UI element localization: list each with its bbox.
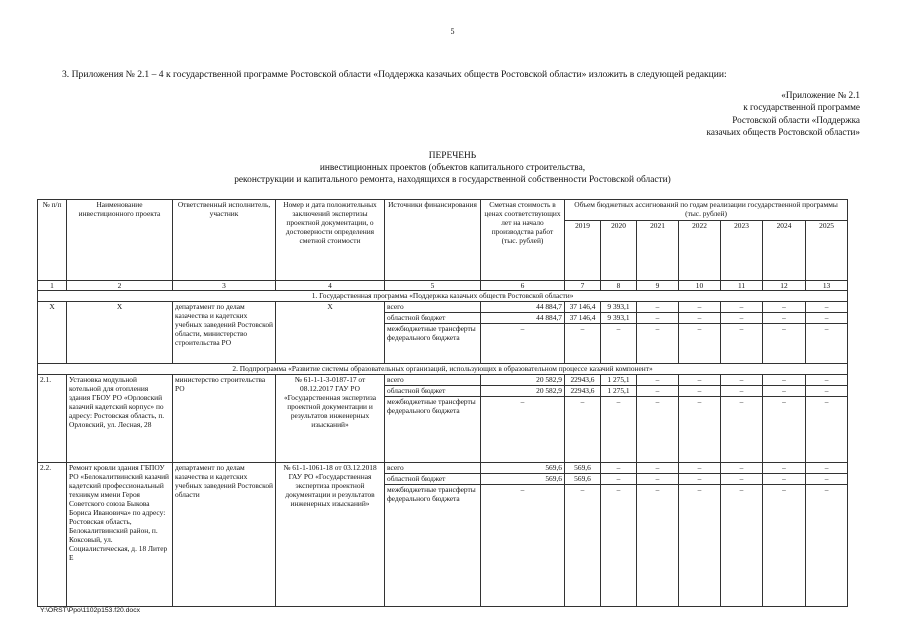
budget-2019: 37 146,4 [565,313,601,324]
budget-2023: – [721,485,763,607]
budget-2024: – [763,313,806,324]
budget-2022: – [679,485,721,607]
budget-2024: – [763,386,806,397]
estimated-cost: – [481,324,565,364]
investment-projects-table [37,199,848,607]
appendix-line-1: «Приложение № 2.1 [781,90,860,100]
header-year-2025: 2025 [806,221,848,281]
document-heading [0,151,905,186]
budget-2021: – [637,397,679,463]
header-executor: Ответственный исполнитель, участник [173,200,276,281]
budget-2025: – [806,474,848,485]
header-num: № п/п [38,200,67,281]
budget-2024: – [763,397,806,463]
appendix-line-2: к государственной программе [743,102,860,113]
budget-2019: 569,6 [565,463,601,474]
heading-line-3: реконструкции и капитального ремонта, находящихся в государственной собственности Ростовской области) [234,174,671,185]
budget-2025: – [806,386,848,397]
table-row [38,375,848,386]
funding-source: межбюджетные трансферты федерального бюджета [385,485,481,607]
project-executor: департамент по делам казачества и кадетских учебных заведений Ростовской области, министерство строительства РО [173,302,276,364]
table-row [38,302,848,313]
budget-2023: – [721,302,763,313]
budget-2024: – [763,375,806,386]
budget-2021: – [637,302,679,313]
budget-2020: 9 393,1 [601,302,637,313]
budget-2019: 22943,6 [565,375,601,386]
budget-2020: 9 393,1 [601,313,637,324]
budget-2021: – [637,474,679,485]
header-expertise: Номер и дата положительных заключений экспертизы проектной документации, о достоверности определения сметной стоимости [276,200,385,281]
budget-2020: – [601,324,637,364]
funding-source: всего [385,302,481,313]
budget-2021: – [637,463,679,474]
budget-2022: – [679,463,721,474]
col-num: 11 [721,281,763,291]
funding-source: всего [385,463,481,474]
col-num: 1 [38,281,67,291]
project-executor: департамент по делам казачества и кадетских учебных заведений Ростовской области [173,463,276,607]
header-year-2020: 2020 [601,221,637,281]
estimated-cost: 20 582,9 [481,375,565,386]
budget-2021: – [637,324,679,364]
budget-2021: – [637,313,679,324]
budget-2023: – [721,463,763,474]
page-number: 5 [450,27,455,36]
budget-2023: – [721,324,763,364]
estimated-cost: 44 884,7 [481,313,565,324]
budget-2023: – [721,375,763,386]
header-sources: Источники финансирования [385,200,481,281]
funding-source: областной бюджет [385,474,481,485]
budget-2022: – [679,386,721,397]
budget-2019: 569,6 [565,474,601,485]
budget-2025: – [806,397,848,463]
budget-2024: – [763,485,806,607]
section-2-heading: 2. Подпрограмма «Развитие системы образовательных организаций, использующих в образовательном процессе казачий компонент» [38,364,848,375]
budget-2022: – [679,375,721,386]
col-num: 13 [806,281,848,291]
project-name: Х [67,302,173,364]
budget-2020: 1 275,1 [601,375,637,386]
funding-source: всего [385,375,481,386]
budget-2024: – [763,474,806,485]
budget-2025: – [806,313,848,324]
row-num: 2.2. [38,463,67,607]
budget-2020: 1 275,1 [601,386,637,397]
col-num: 7 [565,281,601,291]
row-num: 2.1. [38,375,67,463]
budget-2024: – [763,324,806,364]
appendix-line-3: Ростовской области «Поддержка [732,114,860,125]
estimated-cost: – [481,485,565,607]
budget-2023: – [721,386,763,397]
budget-2022: – [679,324,721,364]
budget-2021: – [637,375,679,386]
budget-2024: – [763,302,806,313]
estimated-cost: – [481,397,565,463]
header-year-2021: 2021 [637,221,679,281]
budget-2019: 37 146,4 [565,302,601,313]
appendix-caption [670,89,860,139]
budget-2020: – [601,485,637,607]
col-num: 4 [276,281,385,291]
funding-source: межбюджетные трансферты федерального бюджета [385,397,481,463]
col-num: 12 [763,281,806,291]
estimated-cost: 20 582,9 [481,386,565,397]
funding-source: межбюджетные трансферты федерального бюджета [385,324,481,364]
estimated-cost: 569,6 [481,474,565,485]
budget-2020: – [601,463,637,474]
estimated-cost: 569,6 [481,463,565,474]
budget-2025: – [806,485,848,607]
header-year-2019: 2019 [565,221,601,281]
header-cost: Сметная стоимость в ценах соответствующих лет на начало производства работ (тыс. рублей) [481,200,565,281]
budget-2023: – [721,474,763,485]
budget-2025: – [806,463,848,474]
header-year-2024: 2024 [763,221,806,281]
budget-2019: – [565,324,601,364]
estimated-cost: 44 884,7 [481,302,565,313]
intro-paragraph: 3. Приложения № 2.1 – 4 к государственной программе Ростовской области «Поддержка казачьих обществ Ростовской области» изложить в следующей редакции: [62,69,727,80]
project-expertise: № 61-1-1061-18 от 03.12.2018 ГАУ РО «Государственная экспертиза проектной документации и результатов инженерных изысканий» [276,463,385,607]
budget-2022: – [679,474,721,485]
header-year-2022: 2022 [679,221,721,281]
col-num: 8 [601,281,637,291]
header-name: Наименование инвестиционного проекта [67,200,173,281]
header-year-2023: 2023 [721,221,763,281]
budget-2023: – [721,313,763,324]
budget-2020: – [601,474,637,485]
col-num: 10 [679,281,721,291]
column-number-row [38,281,848,291]
funding-source: областной бюджет [385,386,481,397]
col-num: 3 [173,281,276,291]
project-expertise: № 61-1-1-3-0187-17 от 08.12.2017 ГАУ РО «Государственная экспертиза проектной документации и результатов инженерных изысканий» [276,375,385,463]
budget-2019: – [565,397,601,463]
budget-2019: 22943,6 [565,386,601,397]
funding-source: областной бюджет [385,313,481,324]
project-expertise: Х [276,302,385,364]
budget-2022: – [679,397,721,463]
budget-2025: – [806,302,848,313]
budget-2025: – [806,375,848,386]
col-num: 9 [637,281,679,291]
file-path-footer: Y:\ORST\Ppo\1102p153.f20.docx [40,607,141,614]
col-num: 5 [385,281,481,291]
col-num: 2 [67,281,173,291]
appendix-line-4: казачьих обществ Ростовской области» [706,127,860,138]
project-executor: министерство строительства РО [173,375,276,463]
heading-line-2: инвестиционных проектов (объектов капитального строительства, [319,162,586,173]
project-name: Установка модульной котельной для отопления здания ГБОУ РО «Орловский казачий кадетский корпус» по адресу: Ростовская область, п. Орловский, ул. Лесная, 28 [67,375,173,463]
header-budget-group: Объем бюджетных ассигнований по годам реализации государственной программы (тыс. рублей) [565,200,848,221]
budget-2020: – [601,397,637,463]
budget-2019: – [565,485,601,607]
section-1-heading: 1. Государственная программа «Поддержка казачьих обществ Ростовской области» [38,291,848,302]
table-row [38,463,848,474]
budget-2021: – [637,485,679,607]
row-num: Х [38,302,67,364]
budget-2021: – [637,386,679,397]
project-name: Ремонт кровли здания ГБПОУ РО «Белокалитвинский казачий кадетский профессиональный техникум имени Героя Советского союза Быкова Бориса Ивановича» по адресу: Ростовская область, Белокалитвинский район, п. Коксовый, ул. Социалистическая, д. 18 Литер Е [67,463,173,607]
heading-title: ПЕРЕЧЕНЬ [428,151,477,161]
budget-2022: – [679,313,721,324]
budget-2023: – [721,397,763,463]
col-num: 6 [481,281,565,291]
budget-2022: – [679,302,721,313]
budget-2024: – [763,463,806,474]
budget-2025: – [806,324,848,364]
